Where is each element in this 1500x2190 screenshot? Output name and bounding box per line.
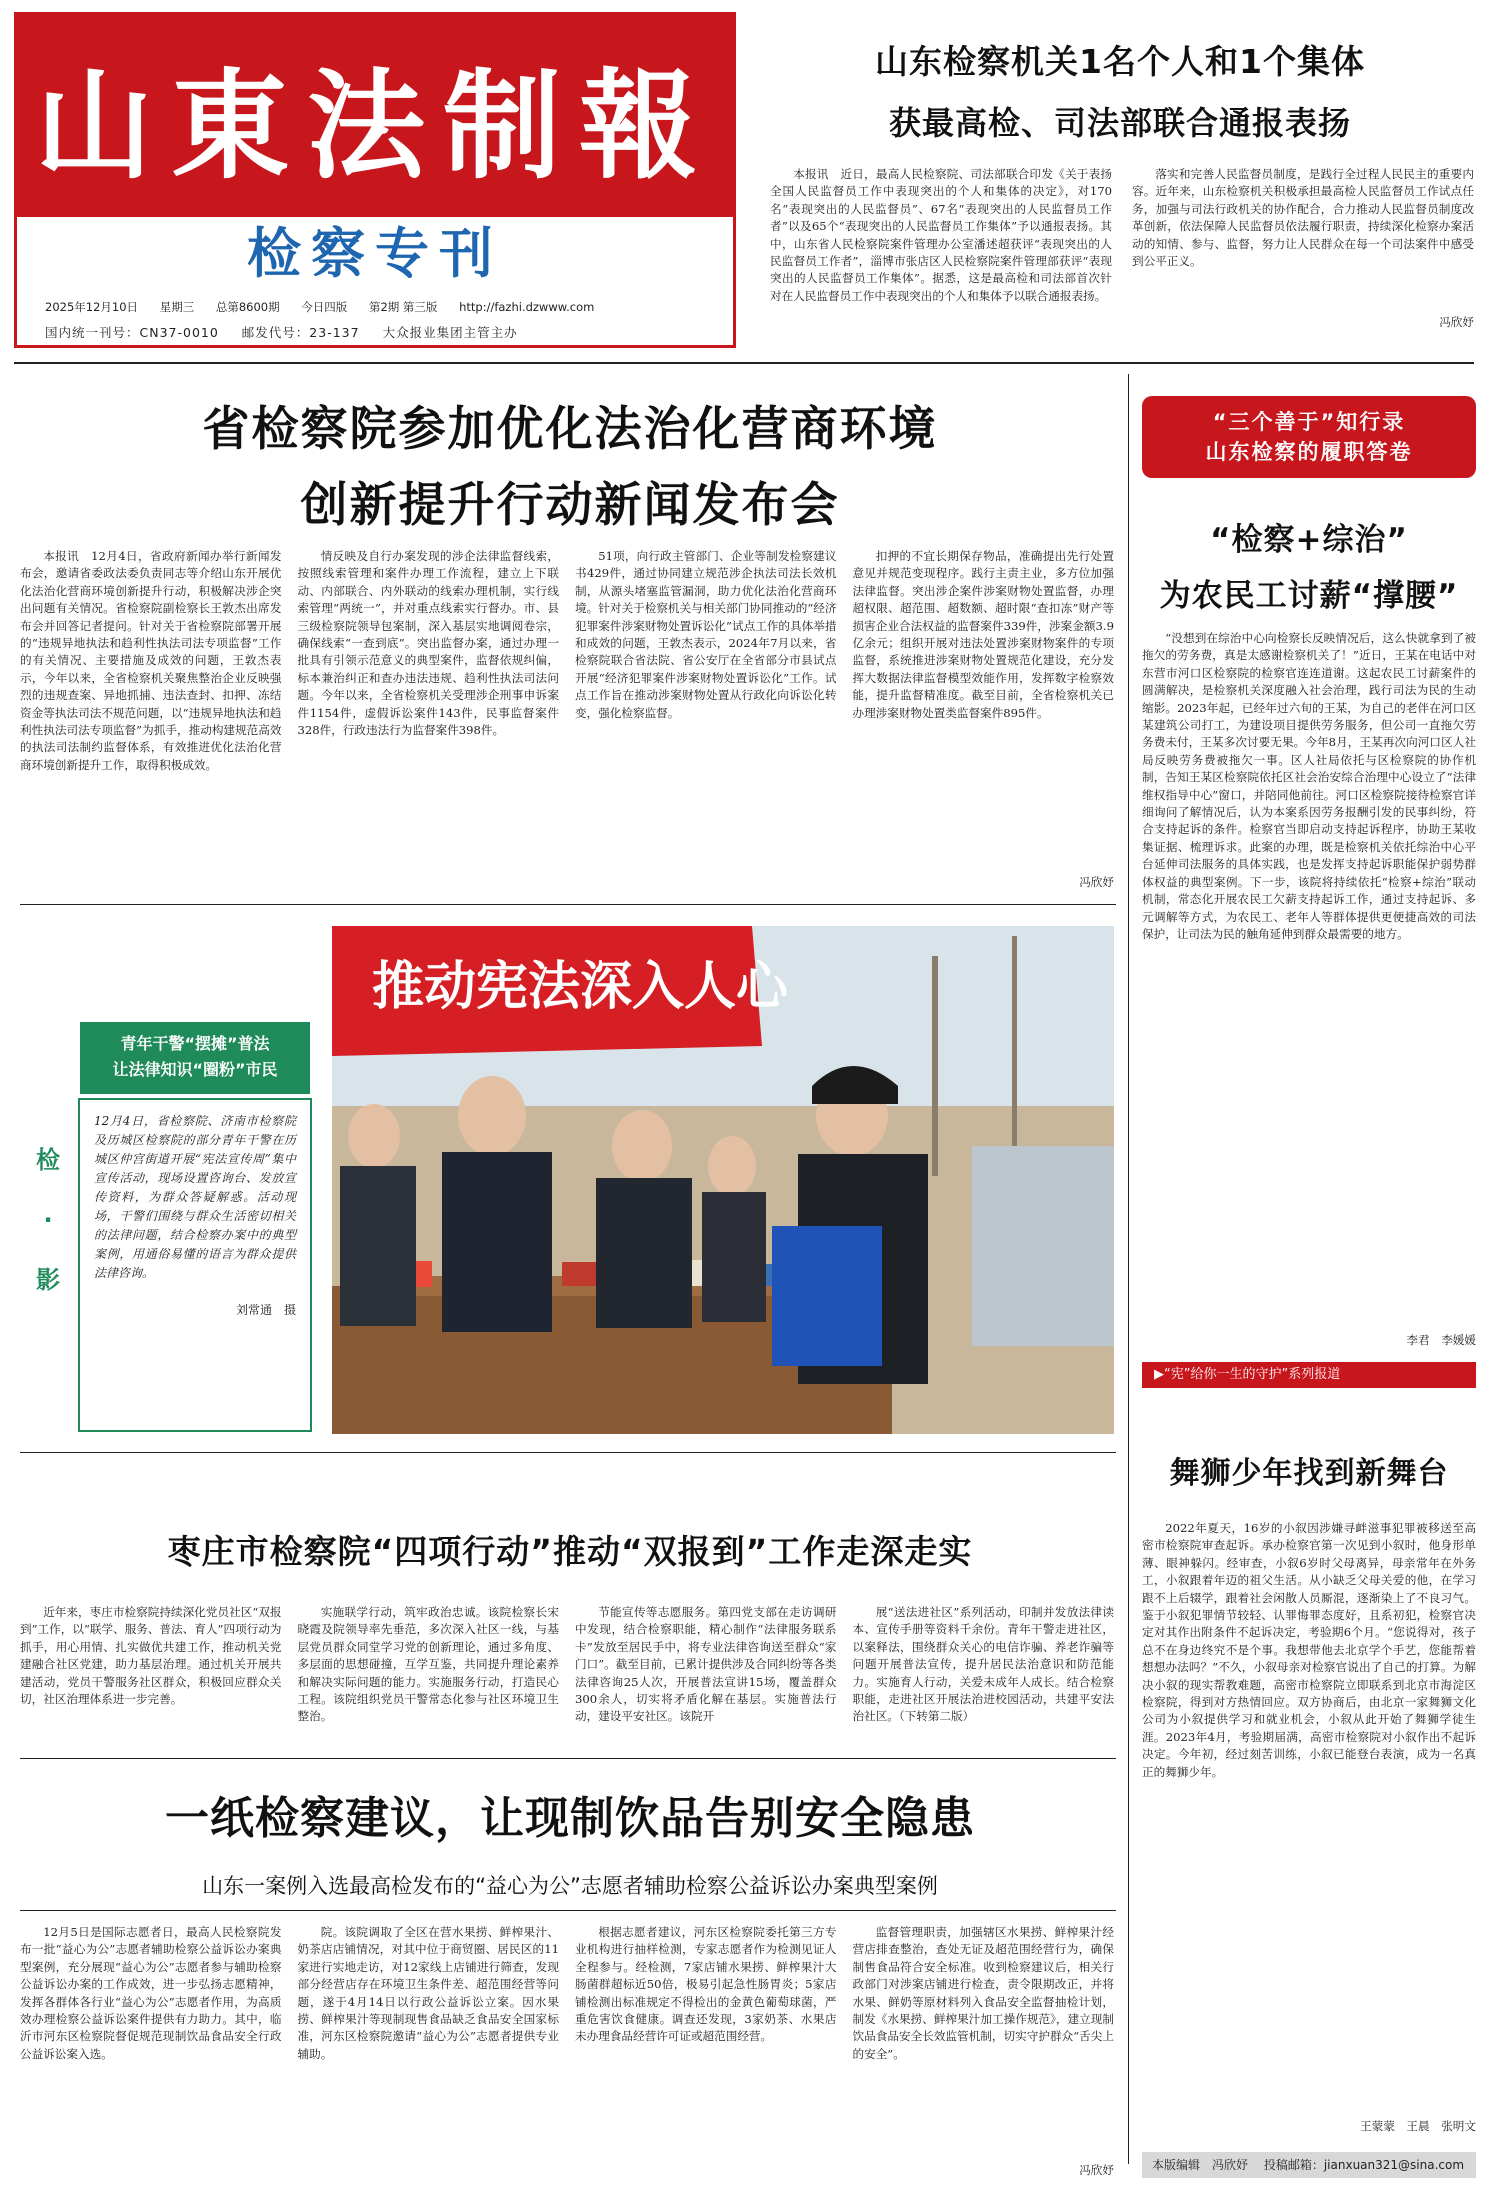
- right-story-1-byline: 李君 李媛媛: [1406, 1333, 1476, 1347]
- low-story-body: [20, 1924, 1114, 2160]
- low-sub-divider: [20, 1910, 1116, 1911]
- low-text-3: 根据志愿者建议，河东区检察院委托第三方专业机构进行抽样检测，专家志愿者作为检测见证人全程参与。经检测，7家店铺水果捞、鲜榨果汁大肠菌群超标近50倍，极易引起急性肠胃炎；5家店铺检测出标准规定不得检出的金黄色葡萄球菌，严重危害饮食健康。调查还发现，3家奶茶、水果店未办理食品经营许可证或超范围经营。: [575, 1925, 837, 2044]
- photo-credit: 刘常通 摄: [235, 1303, 296, 1317]
- photo-banner-text: 推动宪法深入人心: [372, 957, 789, 1017]
- top-story-text-2: 落实和完善人民监督员制度，是践行全过程人民民主的重要内容。近年来，山东检察机关积极承担最高检人民监督员工作试点任务，加强与司法行政机关的协作配合，合力推动人民监督员制度改革创新，依法保障人民监督员依法履行职责，持续深化检察办案活动的知情、参与、监督，努力让人民群众在每一个司法案件中感受到公平正义。: [1132, 167, 1474, 269]
- lead-byline: 冯欣妤: [1079, 875, 1114, 889]
- mid-story-headline: 枣庄市检察院“四项行动”推动“双报到”工作走深走实: [167, 1532, 973, 1571]
- lead-headline-1: 省检察院参加优化法治化营商环境: [202, 402, 938, 457]
- column-badge: [1142, 396, 1476, 478]
- right-story-2-byline: 王蒙蒙 王晨 张明文: [1360, 2119, 1476, 2133]
- low-story-headline: 一纸检察建议，让现制饮品告别安全隐患: [165, 1793, 975, 1844]
- badge-line-2: 山东检察的履职答卷: [1205, 440, 1413, 464]
- top-story-byline: 冯欣妤: [1439, 315, 1474, 329]
- low-text-4: 监督管理职责，加强辖区水果捞、鲜榨果汁经营店排查整治，查处无证及超范围经营行为，确保制售食品符合安全标准。收到检察建议后，相关行政部门对涉案店铺进行检查，责令限期改正，并将水果、鲜奶等原材料列入食品安全监督抽检计划，制发《水果捞、鲜榨果汁加工操作规范》，建立现制饮品食品安全长效监管机制，切实守护群众“舌尖上的安全”。: [852, 1925, 1114, 2061]
- mid-top-divider: [20, 1452, 1116, 1453]
- photo-tag-line-1: 青年干警“摆摊”普法: [120, 1034, 270, 1053]
- right-story-1-text: “没想到在综治中心向检察长反映情况后，这么快就拿到了被拖欠的劳务费，真是太感谢检察机关了！”近日，王某在电话中对东营市河口区检察院的检察官连连道谢。这起农民工讨薪案件的圆满解决，是检察机关深度融入社会治理，践行司法为民的生动缩影。2023年起，已经年过六旬的王某，为自己的老伴在河口区某建筑公司打工，为建设项目提供劳务服务，但公司一直拖欠劳务费未付，王某多次讨要无果。今年8月，王某再次向河口区人社局反映劳务费被拖欠一事。区人社局依托与区检察院的协作机制，告知王某区检察院依托区社会治安综合治理中心设立了“法律维权指导中心”窗口，并陪同他前往。河口区检察院接待检察官详细询问了解情况后，认为本案系因劳务报酬引发的民事纠纷，符合支持起诉的条件。检察官当即启动支持起诉程序，协助王某收集证据、梳理诉求。此案的办理，既是检察机关依托综治中心平台延伸司法服务的具体实践，也是发挥支持起诉职能保护弱势群体权益的典型案例。下一步，该院将持续依托“检察+综治”联动机制，常态化开展农民工欠薪支持起诉工作，通过支持起诉、多元调解等方式，为农民工、老年人等群体提供更便捷高效的司法保护，让司法为民的触角延伸到群众最需要的地方。: [1142, 631, 1476, 941]
- publisher: 大众报业集团主管主办: [382, 325, 518, 340]
- photo-feature-tag: [80, 1022, 310, 1094]
- news-photo: [332, 926, 1114, 1434]
- masthead-info-line-1: [45, 299, 725, 315]
- edition-name: 检察专刊: [247, 221, 503, 285]
- right-story-1-headline-1: “检察+综治”: [1210, 522, 1408, 558]
- low-column-3: [575, 1924, 837, 2160]
- right-story-1-body: [1142, 630, 1476, 1332]
- top-story-headline-2: 获最高检、司法部联合通报表扬: [888, 104, 1351, 142]
- newspaper-name: 山東法制報: [34, 56, 715, 195]
- right-story-2-headline: 舞狮少年找到新舞台: [1169, 1456, 1449, 1491]
- mid-column-2: [298, 1604, 560, 1748]
- footer-email[interactable]: 投稿邮箱：jianxuan321@sina.com: [1263, 2158, 1465, 2172]
- right-story-1-headline-2: 为农民工讨薪“撑腰”: [1159, 578, 1459, 614]
- lead-column-4: [853, 548, 1115, 874]
- mid-story-body: [20, 1604, 1114, 1748]
- lead-headline-2: 创新提升行动新闻发布会: [300, 478, 840, 533]
- photo-illustration: [332, 926, 1114, 1434]
- top-story-text-1: 本报讯 近日，最高人民检察院、司法部联合印发《关于表扬全国人民监督员工作中表现突出的个人和集体的决定》，对170名“表现突出的人民监督员”、67名“表现突出的人民监督员工作者”以及65个“表现突出的人民监督员工作集体”予以通报表扬。其中，山东省人民检察院案件管理办公室潘述超获评“表现突出的人民监督员工作者”，淄博市张店区人民检察院案件管理部获评“表现突出的人民监督员工作集体”。据悉，这是最高检和司法部首次针对在人民监督员工作中表现突出的个人和集体予以联合通报表扬。: [770, 167, 1112, 303]
- section-label-char-1: 检: [36, 1146, 60, 1174]
- right-column-divider: [1128, 374, 1129, 2164]
- low-column-2: [298, 1924, 560, 2160]
- section-label-dot: ·: [43, 1206, 53, 1234]
- photo-caption: 12月4日，省检察院、济南市检察院及历城区检察院的部分青年干警在历城区仲宫街道开展“宪法宣传周”集中宣传活动，现场设置咨询台、发放宣传资料，为群众答疑解惑。活动现场，干警们围绕与群众生活密切相关的法律问题，结合检察办案中的典型案例，用通俗易懂的语言为群众提供法律咨询。: [94, 1114, 296, 1280]
- issue-edition-number: 第2期 第三版: [368, 300, 438, 314]
- issue-weekday: 星期三: [159, 300, 195, 314]
- serial-number: 国内统一刊号：CN37-0010: [45, 325, 219, 340]
- footer-editor: 本版编辑 冯欣妤: [1152, 2158, 1249, 2172]
- website-link[interactable]: http://fazhi.dzwww.com: [459, 300, 595, 314]
- postal-code: 邮发代号：23-137: [241, 325, 360, 340]
- badge-line-1: “三个善于”知行录: [1212, 410, 1406, 434]
- issue-date: 2025年12月10日: [45, 300, 139, 314]
- low-column-4: [853, 1924, 1115, 2160]
- lead-text-4: 扣押的不宜长期保存物品，准确提出先行处置意见并规范变现程序。践行主责主业，多方位加强法律监督。突出涉企案件涉案财物处置监督，办理超权限、超范围、超数额、超时限“查扣冻”财产等损害企业合法权益的监督案件339件，涉案金额3.9亿余元；组织开展对违法处置涉案财物案件的专项监督，系统推进涉案财物处置规范化建设，充分发挥大数据法律监督模型效能作用，发挥数字检察效能，提升监督精准度。截至目前，全省检察机关已办理涉案财物处置类监督案件895件。: [852, 549, 1114, 720]
- right-story-2-text: 2022年夏天，16岁的小叙因涉嫌寻衅滋事犯罪被移送至高密市检察院审查起诉。承办检察官第一次见到小叙时，他身形单薄、眼神躲闪。经审查，小叙6岁时父母离异，母亲常年在外务工，小叙跟着年迈的祖父生活。从小缺乏父母关爱的他，在学习跟不上后辍学，跟着社会闲散人员厮混，逐渐染上了不良习气。鉴于小叙犯罪情节较轻、认罪悔罪态度好，且系初犯，检察官决定对其作出附条件不起诉决定，考验期6个月。“您说得对，孩子总不在身边终究不是个事。我想带他去北京学个手艺，您能帮着想想办法吗？”不久，小叙母亲对检察官说出了自己的打算。为解决小叙的现实帮教难题，高密市检察院立即联系到北京市海淀区检察院，得到对方热情回应。双方协商后，由北京一家舞狮文化公司为小叙提供学习和就业机会，小叙从此开始了舞狮学徒生涯。2023年4月，考验期届满，高密市检察院对小叙作出不起诉决定。今年初，经过刻苦训练，小叙已能登台表演，成为一名真正的舞狮少年。: [1142, 1521, 1476, 1779]
- masthead: [14, 12, 736, 348]
- top-story-headline-1: 山东检察机关1名个人和1个集体: [875, 42, 1365, 81]
- lead-text-1: 本报讯 12月4日，省政府新闻办举行新闻发布会，邀请省委政法委负责同志等介绍山东开展优化法治化营商环境创新提升行动，积极解决涉企突出问题有关情况。省检察院副检察长王敦杰出席发布会并回答记者提问。针对关于省检察院部署开展的“违规异地执法和趋利性执法司法专项监督”工作的有关情况、主要措施及成效的问题，王敦杰表示，今年以来，全省检察机关聚焦整治企业反映强烈的违规查案、异地抓捕、违法查封、扣押、冻结资金等执法司法不规范问题，以“违规异地执法和趋利性执法司法专项监督”为抓手，推动构建规范高效的执法司法制约监督体系，有效推进优化法治化营商环境创新提升工作，取得积极成效。: [20, 549, 282, 772]
- lead-column-3: [575, 548, 837, 874]
- photo-top-divider: [20, 904, 1116, 905]
- masthead-edition-panel: [17, 217, 733, 285]
- low-story-subheadline: 山东一案例入选最高检发布的“益心为公”志愿者辅助检察公益诉讼办案典型案例: [202, 1874, 938, 1898]
- masthead-name-panel: [17, 15, 733, 217]
- top-story-column-2: [1132, 166, 1474, 316]
- photo-tag-line-2: 让法律知识“圈粉”市民: [112, 1060, 278, 1079]
- mid-column-1: [20, 1604, 282, 1748]
- low-byline: 冯欣妤: [1079, 2163, 1114, 2177]
- photo-section-label: [28, 1130, 68, 1310]
- series-label-bar: ▶“宪”给你一生的守护”系列报道: [1142, 1362, 1476, 1388]
- issue-page-count: 今日四版: [301, 300, 348, 314]
- low-text-2: 院。该院调取了全区在营水果捞、鲜榨果汁、奶茶店店铺情况，对其中位于商贸圈、居民区的11家进行实地走访，对12家线上店铺进行筛查，发现部分经营店存在环境卫生条件差、超范围经营等问题，遂于4月14日以行政公益诉讼立案。因水果捞、鲜榨果汁等现制现售食品缺乏食品安全国家标准，河东区检察院邀请“益心为公”志愿者提供专业辅助。: [297, 1925, 559, 2061]
- lead-column-2: [298, 548, 560, 874]
- lead-story-body: [20, 548, 1114, 874]
- issue-total-number: 总第8600期: [215, 300, 280, 314]
- mid-text-3: 节能宣传等志愿服务。第四党支部在走访调研中发现，结合检察职能，精心制作“法律服务联系卡”发放至居民手中，将专业法律咨询送至群众“家门口”。截至目前，已累计提供涉及合同纠纷等各类法律咨询25人次，开展普法宣讲15场，覆盖群众300余人，切实将矛盾化解在基层。实施普法行动，建设平安社区。该院开: [575, 1605, 837, 1724]
- lead-text-2: 情反映及自行办案发现的涉企法律监督线索，按照线索管理和案件办理工作流程，建立上下联动、内部联合、内外联动的线索办理机制，实行线索管理“两统一”，并对重点线索实行督办。市、县三级检察院领导包案制，深入基层实地调阅卷宗，确保线索“一查到底”。突出监督办案，通过办理一批具有引领示范意义的典型案件，监督依规纠偏，标本兼治纠正和查办违法违规、趋利性执法司法问题。今年以来，全省检察机关受理涉企刑事申诉案件1154件，虚假诉讼案件143件，民事监督案件328件，行政违法行为监督案件398件。: [297, 549, 559, 738]
- low-text-1: 12月5日是国际志愿者日，最高人民检察院发布一批“益心为公”志愿者辅助检察公益诉讼办案典型案例，充分展现“益心为公”志愿者参与辅助检察公益诉讼办案的工作成效，进一步弘扬志愿精神，发挥各群体各行业“益心为公”志愿者作用，为高质效办理检察公益诉讼案件提供有力助力。其中，临沂市河东区检察院督促规范现制饮品食品安全行政公益诉讼案入选。: [20, 1925, 282, 2061]
- mid-text-1: 近年来，枣庄市检察院持续深化党员社区“双报到”工作，以“联学、服务、普法、育人”四项行动为抓手，用心用情、扎实做优共建工作，推动机关党建融合社区党建，助力基层治理。通过机关开展共建活动，党员干警服务社区群众，积极回应群众关切，社区治理体系进一步完善。: [20, 1605, 282, 1707]
- section-label-char-2: 影: [36, 1266, 60, 1294]
- right-story-2-body: [1142, 1520, 1476, 2116]
- low-top-divider: [20, 1758, 1116, 1759]
- top-story-column-1: [770, 166, 1112, 336]
- photo-caption-box: [78, 1098, 312, 1432]
- low-column-1: [20, 1924, 282, 2160]
- lead-column-1: [20, 548, 282, 874]
- masthead-info-line-2: [45, 323, 725, 341]
- mid-column-3: [575, 1604, 837, 1748]
- page-footer: [1142, 2152, 1476, 2178]
- mid-text-4: 展“送法进社区”系列活动，印制并发放法律读本、宣传手册等资料千余份。青年干警走进社区，以案释法，围绕群众关心的电信诈骗、养老诈骗等问题开展普法宣传，提升居民法治意识和防范能力。实施育人行动，关爱未成年人成长。结合检察职能，走进社区开展法治进校园活动，共建平安法治社区。（下转第二版）: [852, 1605, 1114, 1724]
- top-divider: [14, 362, 1474, 364]
- mid-column-4: [853, 1604, 1115, 1748]
- lead-text-3: 51项，向行政主管部门、企业等制发检察建议书429件，通过协同建立规范涉企执法司法长效机制，从源头堵塞监管漏洞，助力优化法治化营商环境。针对关于检察机关与相关部门协同推动的“经济犯罪案件涉案财物处置诉讼化”试点工作的具体举措和成效的问题，王敦杰表示，2024年7月以来，省检察院联合省法院、省公安厅在全省部分市县试点开展“经济犯罪案件涉案财物处置诉讼化”工作。试点工作旨在推动涉案财物处置从行政化向诉讼化转变，强化检察监督。: [575, 549, 837, 720]
- mid-text-2: 实施联学行动，筑牢政治忠诚。该院检察长宋晓霞及院领导率先垂范，多次深入社区一线，与基层党员群众同堂学习党的创新理论，通过多角度、多层面的思想碰撞，互学互鉴，共同提升理论素养和解决实际问题的能力。实施服务行动，打造民心工程。该院组织党员干警常态化参与社区环境卫生整治。: [297, 1605, 559, 1724]
